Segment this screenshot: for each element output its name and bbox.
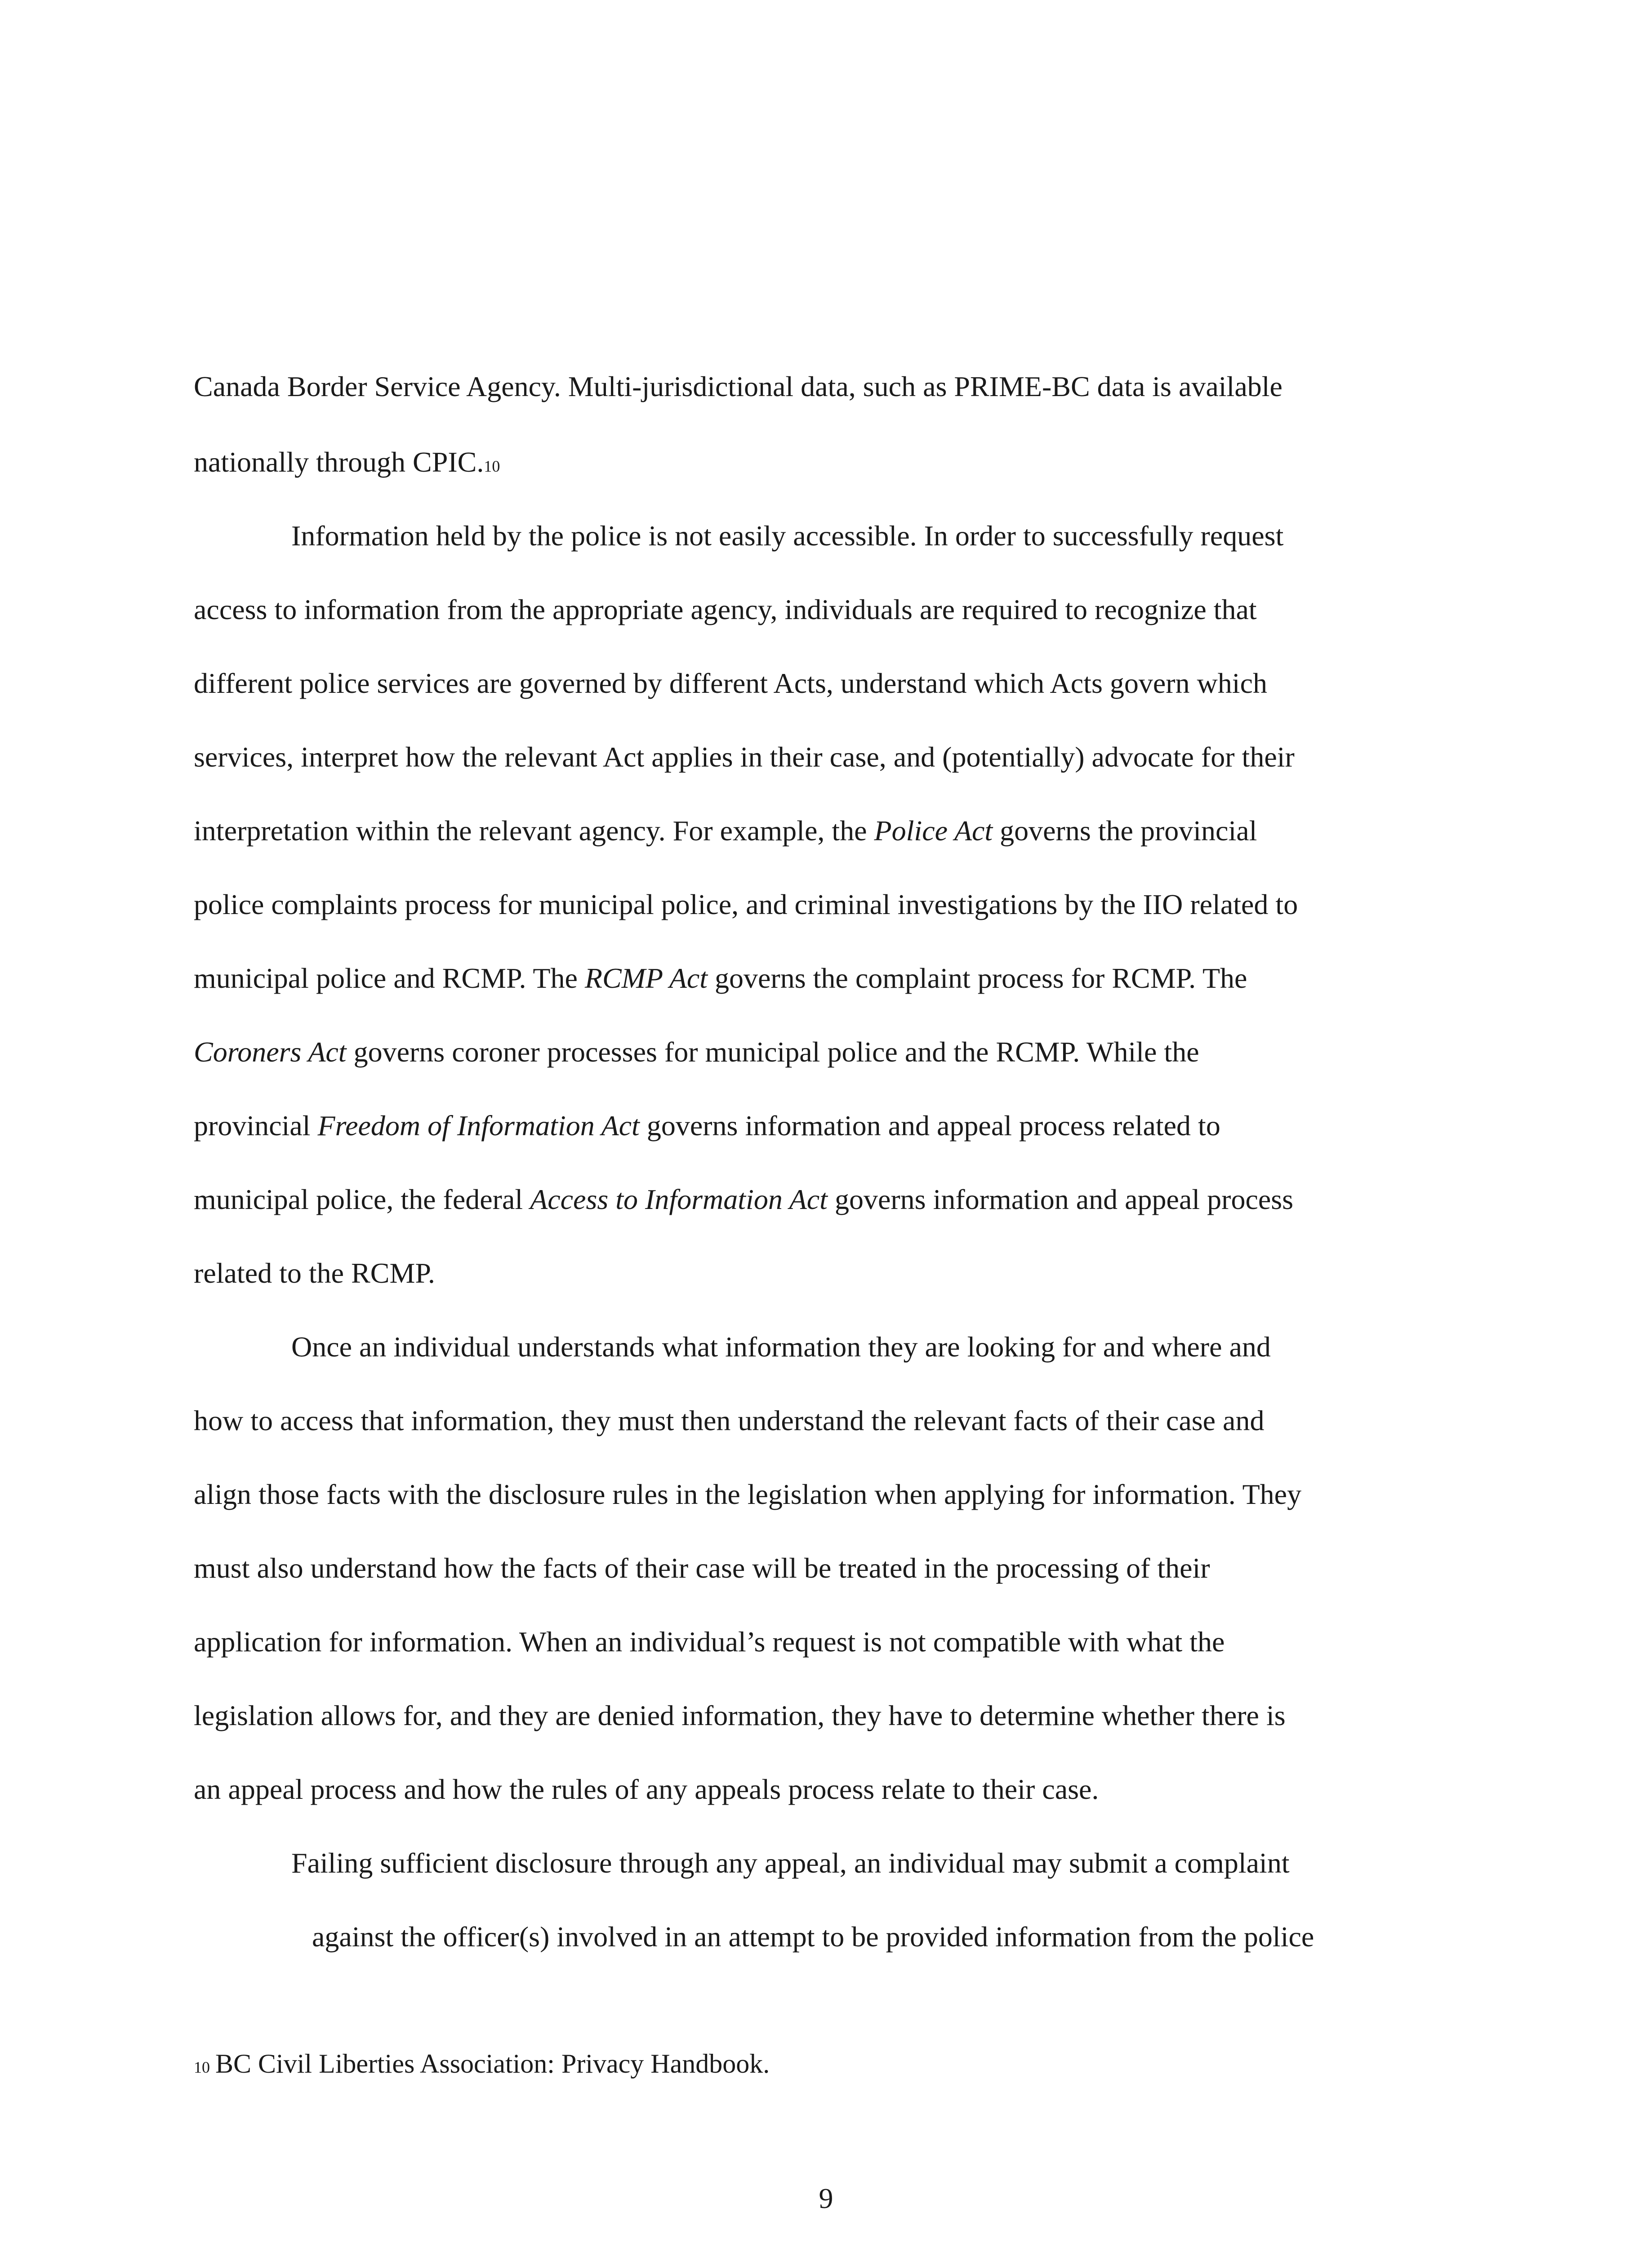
text-line	[194, 1182, 1293, 1218]
text-line: Failing sufficient disclosure through any appeal, an individual may submit a complaint	[291, 1847, 1290, 1879]
text-line: against the officer(s) involved in an attempt to be provided information from the police	[312, 1921, 1314, 1953]
text-line: align those facts with the disclosure rules in the legislation when applying for information. They	[194, 1478, 1302, 1510]
text-line: police complaints process for municipal police, and criminal investigations by the IIO related to	[194, 888, 1298, 920]
text-line: how to access that information, they must then understand the relevant facts of their case and	[194, 1405, 1265, 1436]
text-span: interpretation within the relevant agency. For example, the	[194, 815, 874, 847]
text-line: application for information. When an individual’s request is not compatible with what the	[194, 1626, 1225, 1658]
act-title: Coroners Act	[194, 1036, 347, 1068]
page-number: 9	[819, 2182, 833, 2214]
footnote-number: 10	[194, 2058, 210, 2076]
text-line	[194, 444, 500, 480]
text-span: provincial	[194, 1110, 318, 1142]
footnote-text: BC Civil Liberties Association: Privacy Handbook.	[215, 2049, 770, 2079]
text-line: Once an individual understands what information they are looking for and where and	[291, 1331, 1271, 1363]
text-span: governs the provincial	[993, 815, 1257, 847]
footnote	[194, 2046, 770, 2085]
text-line	[194, 1108, 1220, 1144]
text-line	[194, 1034, 1199, 1070]
text-span: governs the complaint process for RCMP. The	[708, 962, 1247, 994]
text-span: governs information and appeal process	[827, 1183, 1294, 1215]
text-line: Information held by the police is not easily accessible. In order to successfully request	[291, 520, 1284, 552]
text-span: nationally through CPIC.	[194, 446, 484, 478]
text-span: governs coroner processes for municipal police and the RCMP. While the	[346, 1036, 1199, 1068]
text-line: legislation allows for, and they are denied information, they have to determine whether there is	[194, 1699, 1286, 1731]
act-title: Police Act	[874, 815, 993, 847]
text-span: municipal police and RCMP. The	[194, 962, 585, 994]
text-line: services, interpret how the relevant Act applies in their case, and (potentially) advocate for their	[194, 741, 1295, 773]
text-span: municipal police, the federal	[194, 1183, 530, 1215]
text-line: different police services are governed by different Acts, understand which Acts govern which	[194, 667, 1267, 699]
text-line	[194, 960, 1247, 996]
text-line: access to information from the appropriate agency, individuals are required to recognize that	[194, 593, 1257, 625]
act-title: Access to Information Act	[530, 1183, 828, 1215]
text-line: must also understand how the facts of their case will be treated in the processing of their	[194, 1552, 1210, 1584]
text-line: an appeal process and how the rules of any appeals process relate to their case.	[194, 1773, 1099, 1805]
text-line	[194, 813, 1257, 849]
text-line: related to the RCMP.	[194, 1257, 435, 1289]
act-title: RCMP Act	[584, 962, 708, 994]
footnote-reference: 10	[484, 457, 500, 475]
text-line: Canada Border Service Agency. Multi-jurisdictional data, such as PRIME-BC data is available	[194, 370, 1282, 402]
act-title: Freedom of Information Act	[317, 1110, 640, 1142]
text-span: governs information and appeal process related to	[639, 1110, 1220, 1142]
